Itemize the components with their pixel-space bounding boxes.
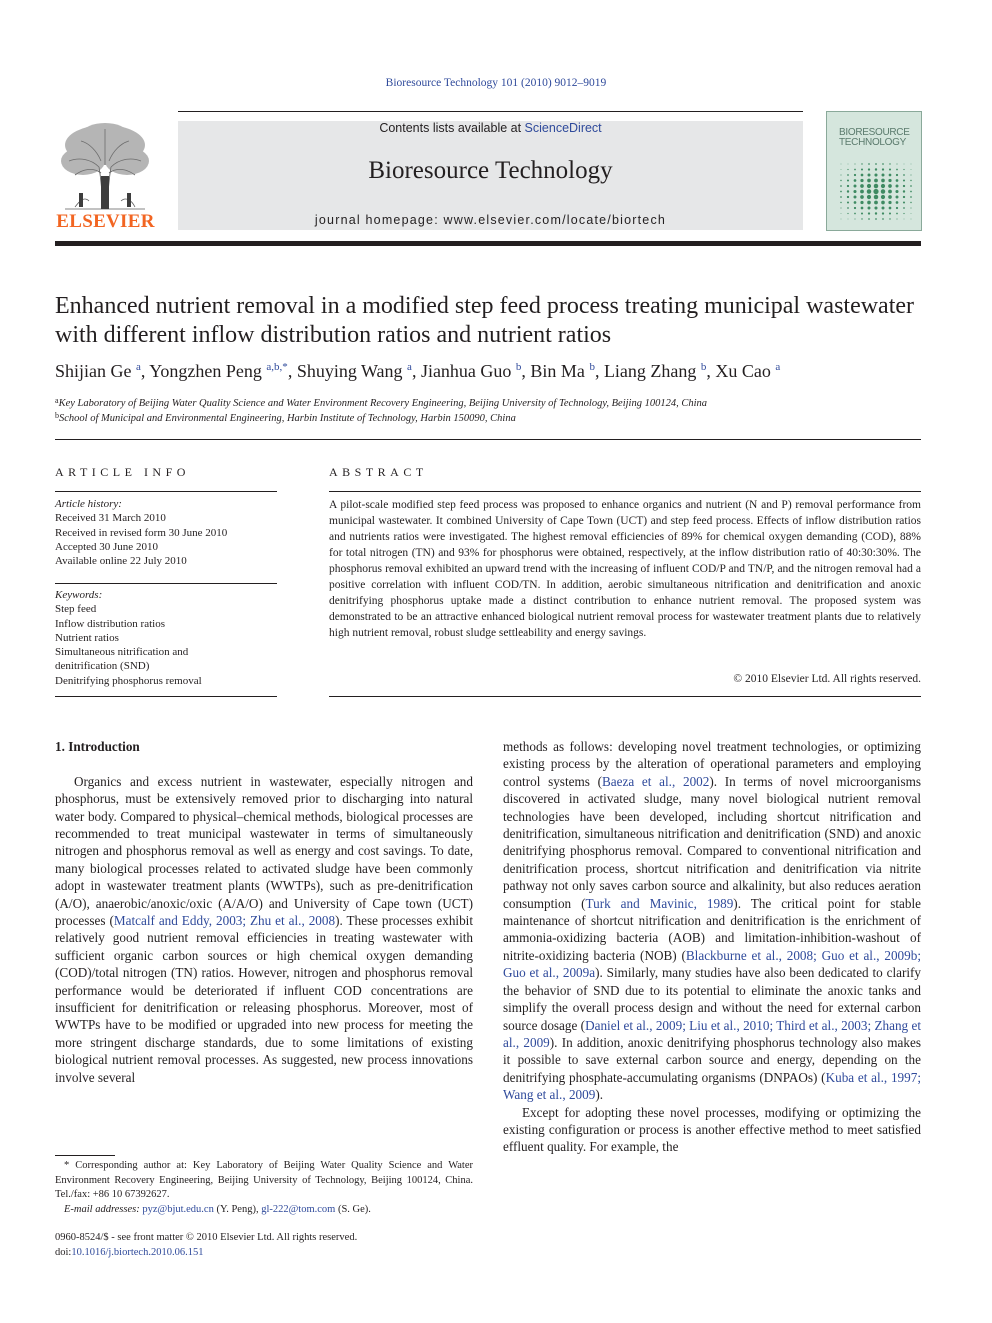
history-revised: Received in revised form 30 June 2010 [55, 526, 228, 539]
body-text: ). Similarly, many studies have also been dedicated to clarify the behavior of SND due to its potential to eliminate the anoxic tanks and simplify the overall process design and without the need for external carbon source dosage ( [503, 965, 921, 1033]
affiliation-a-marker: a [55, 396, 59, 405]
keyword-item: Denitrifying phosphorus removal [55, 674, 202, 687]
author-name[interactable]: Xu Cao [715, 361, 771, 381]
affiliation-a [55, 396, 707, 409]
article-info-rule-top [55, 491, 277, 492]
page-footer [55, 1231, 473, 1260]
body-right-column [503, 738, 921, 1156]
contents-prefix: Contents lists available at [379, 121, 525, 135]
author-affiliation-marker[interactable]: a [775, 361, 781, 373]
doi-prefix: doi: [55, 1246, 72, 1258]
footnote-rule [55, 1155, 115, 1156]
affiliation-b-marker: b [55, 411, 59, 420]
keyword-item: Nutrient ratios [55, 631, 119, 644]
affiliation-b-text: School of Municipal and Environmental Engineering, Harbin Institute of Technology, Harbin 150090, China [59, 413, 516, 424]
author-affiliation-marker[interactable]: b [589, 361, 595, 373]
article-history [55, 497, 277, 568]
keyword-item: Inflow distribution ratios [55, 617, 165, 630]
author-affiliation-marker[interactable]: b [515, 361, 522, 373]
doi-link[interactable]: 10.1016/j.biortech.2010.06.151 [71, 1246, 204, 1258]
affiliation-a-text: Key Laboratory of Beijing Water Quality Science and Water Environment Recovery Engineering, Beijing University of Technology, Beijing 100124, China [58, 398, 708, 409]
body-paragraph [55, 773, 473, 1086]
body-paragraph: Except for adopting these novel processes, modifying or optimizing the existing configuration or process is another effective method to meet satisfied effluent quality. For example, the [503, 1104, 921, 1155]
body-text: methods as follows: developing novel treatment technologies, or optimizing existing process by the alteration of operational parameters and employing control systems ( [503, 739, 921, 789]
citation-link[interactable]: Daniel et al., 2009; Liu et al., 2010; Third et al., 2003; Zhang et al., 2009 [503, 1017, 921, 1050]
footnote [55, 1159, 473, 1217]
author-affiliation-marker[interactable]: a [136, 361, 141, 373]
email-link[interactable]: gl-222@tom.com [261, 1203, 336, 1215]
author-list: Shijian Ge $^a$, Yongzhen Peng $^{a,b,*}$, Shuying Wang $^a$, Jianhua Guo $^b$, Bin Ma $^b$, Liang Zhang $^b$, Xu Cao $^a$ [55, 361, 781, 381]
author-name[interactable]: Yongzhen Peng [149, 361, 262, 381]
doi-line [55, 1246, 473, 1261]
email-owner: (S. Ge). [335, 1203, 371, 1215]
body-text: ). These processes exhibit relatively good nutrient removal efficiencies in treating wastewater with sufficient organic carbon sources or high chemical oxygen demanding (COD)/total nitrogen (TN) ratios. However, nitrogen and phosphorus removal performance would be deteriorated if influent COD concentrations are insufficient for denitrification or releasing phosphorus. Moreover, most of WWTPs have to be modified or upgraded into new process for meeting the more stringent discharge standards, due to some limitations of existing biological nutrient removal processes. As suggested, new process innovations involve several [55, 913, 473, 1085]
keyword-item: Simultaneous nitrification and [55, 646, 189, 659]
email-addresses [55, 1203, 473, 1218]
section-heading-introduction: 1. Introduction [55, 739, 140, 754]
affiliation-rule [55, 439, 921, 440]
article-title: Enhanced nutrient removal in a modified step feed process treating municipal wastewater with different inflow distribution ratios and nutrient ratios [55, 293, 915, 348]
author-name[interactable]: Liang Zhang [603, 361, 697, 381]
journal-title: Bioresource Technology [368, 157, 613, 184]
header-top-rule [178, 111, 803, 112]
abstract-rule-bottom [329, 696, 921, 697]
author-affiliation-marker[interactable]: a [407, 361, 412, 373]
keywords-label: Keywords: [55, 589, 103, 601]
journal-cover-thumbnail[interactable] [826, 111, 922, 231]
sciencedirect-link[interactable]: ScienceDirect [524, 121, 602, 135]
article-info-rule-middle [55, 583, 277, 584]
publisher-wordmark: ELSEVIER [56, 211, 155, 232]
journal-reference-link[interactable]: Bioresource Technology 101 (2010) 9012–9019 [385, 77, 607, 89]
keyword-item: denitrification (SND) [55, 660, 150, 673]
journal-homepage-link[interactable]: journal homepage: www.elsevier.com/locate/biortech [314, 213, 667, 227]
author-name[interactable]: Jianhua Guo [420, 361, 512, 381]
body-text: ). In terms of novel microorganisms discovered in activated sludge, many novel biological nutrient removal technologies have been developed, including shortcut nitrification and denitrification, simultaneous nitrification and denitrification (SND) and anoxic denitrifying phosphorus removal. Compared to conventional nitrification and denitrification process, shortcut nitrification and denitrification via nitrite pathway not only saves carbon source and alkalinity, but also reduces aeration consumption ( [503, 773, 921, 911]
history-received: Received 31 March 2010 [55, 512, 166, 525]
author-name[interactable]: Bin Ma [530, 361, 585, 381]
keyword-list [55, 588, 277, 688]
history-accepted: Accepted 30 June 2010 [55, 540, 158, 553]
keyword-item: Step feed [55, 603, 97, 616]
cover-dot-pattern-icon [827, 112, 922, 231]
abstract-copyright: © 2010 Elsevier Ltd. All rights reserved. [733, 673, 921, 685]
citation-link[interactable]: Baeza et al., 2002 [601, 773, 710, 789]
article-info-heading: ARTICLE INFO [55, 465, 190, 479]
citation-link[interactable]: Blackburne et al., 2008; Guo et al., 2009b; Guo et al., 2009a [503, 947, 921, 981]
citation-link[interactable]: Kuba et al., 1997; Wang et al., 2009 [503, 1069, 921, 1103]
history-online: Available online 22 July 2010 [55, 555, 187, 568]
corresponding-author-note: * Corresponding author at: Key Laboratory of Beijing Water Quality Science and Water Environment Recovery Engineering, Beijing University of Technology, Beijing 100124, China. Tel./fax: +86 10 67392627. [55, 1160, 473, 1200]
author-name[interactable]: Shijian Ge [55, 361, 132, 381]
abstract-text: A pilot-scale modified step feed process was proposed to enhance organics and nutrient (N and P) removal performance from municipal wastewater. It combined University of Cape Town (UCT) and step feed process. Effects of inflow distribution ratios and nutrients ratios were investigated. The highest removal efficiencies of 89% for chemical oxygen demanding (COD), 88% for total nitrogen (TN) and 93% for phosphorus were obtained, respectively, at the inflow distribution ratio of 40:30:30%. The phosphorus removal exhibited an upward trend with the increasing of influent COD/P and TN/P, and the nitrogen removal had a positive correlation with influent COD/TN. In addition, aerobic simultaneous nitrification and denitrification and anoxic denitrifying phosphorus uptake made a distinct contribution to enhance nutrient removal. The proposed system was demonstrated to be an attractive enhanced biological nutrient removal process for wastewater treatment plants due to relatively high nutrient removal, robust sludge settleability and energy savings. [329, 499, 921, 639]
author-affiliation-marker[interactable]: b [700, 361, 707, 373]
body-text: Organics and excess nutrient in wastewater, especially nitrogen and phosphorus, must be extensively removed prior to discharging into natural water body. Compared to physical–chemical methods, biological processes are recommended to treat municipal wastewater in terms of simultaneously nitrogen and phosphorus removal as well as energy and cost savings. To date, many biological processes related to activated sludge have been commonly adopt in wastewater treatment plants (WWTPs), such as pre-denitrification (A/O), anaerobic/anoxic/oxic (A/A/O) and University of Cape town (UCT) processes ( [55, 773, 473, 929]
issn-line: 0960-8524/$ - see front matter © 2010 Elsevier Ltd. All rights reserved. [55, 1232, 358, 1243]
author-affiliation-marker[interactable]: a,b,* [266, 361, 288, 373]
contents-availability-line [178, 121, 803, 135]
citation-link[interactable]: Turk and Mavinic, 1989 [585, 895, 734, 911]
history-label: Article history: [55, 498, 122, 510]
body-text: ). [595, 1087, 604, 1103]
affiliation-b [55, 411, 516, 424]
header-thick-rule [55, 241, 921, 246]
email-owner: (Y. Peng), [213, 1203, 262, 1215]
email-label: E-mail addresses: [64, 1203, 143, 1215]
body-left-column [55, 738, 473, 1086]
author-name[interactable]: Shuying Wang [296, 361, 403, 381]
body-text: ). In addition, anoxic denitrifying phosphorus technology also makes it possible to save external carbon source and energy, depending on the denitrifying phosphate-accumulating organisms (DNPAOs) ( [503, 1034, 921, 1085]
article-info-rule-bottom [55, 696, 277, 697]
email-link[interactable]: pyz@bjut.edu.cn [142, 1203, 214, 1215]
body-text: ). The critical point for stable maintenance of shortcut nitrification and denitrification is the enrichment of ammonia-oxidizing bacteria (AOB) and limitation-inhibition-washout of nitrite-oxidizing bacteria (NOB) ( [503, 895, 921, 963]
citation-link[interactable]: Matcalf and Eddy, 2003; Zhu et al., 2008 [113, 913, 336, 929]
abstract-heading: ABSTRACT [329, 465, 428, 479]
cover-title: BIORESOURCE TECHNOLOGY [839, 127, 910, 148]
abstract-rule-top [329, 491, 921, 492]
body-paragraph [503, 738, 921, 1104]
